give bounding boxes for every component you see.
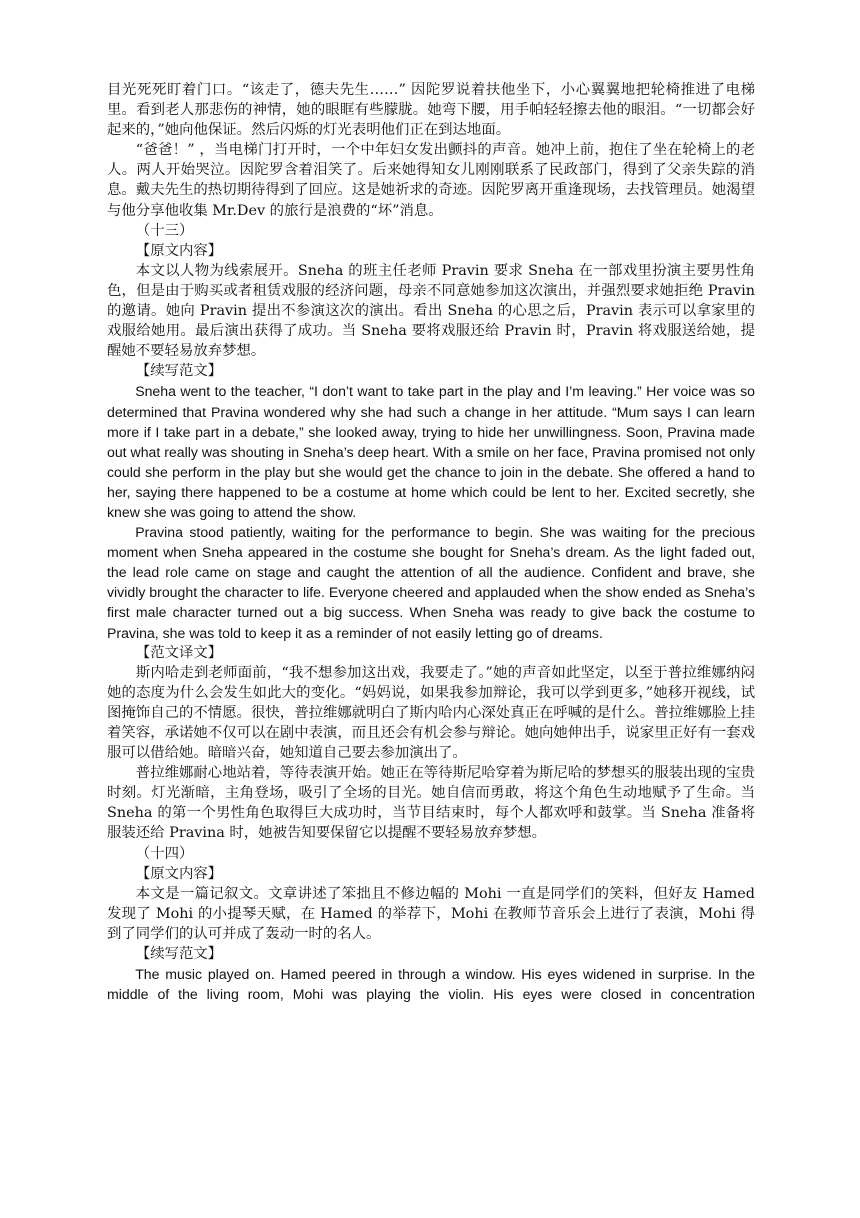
section-heading: 【原文内容】 <box>135 865 223 882</box>
translation-paragraph: 普拉维娜耐心地站着，等待表演开始。她正在等待斯尼哈穿着为斯尼哈的梦想买的服装出现的宝贵时刻。灯光渐暗，主角登场，吸引了全场的目光。她自信而勇敢，将这个角色生动地赋予了生命。当 Sneha 的第一个男性角色取得巨大成功时，当节目结束时，每个人都欢呼和鼓掌。当 Sneha 准备将服装还给 Pravina 时，她被告知要保留它以提醒不要轻易放弃梦想。 <box>107 765 755 842</box>
section-heading: 【续写范文】 <box>135 363 223 380</box>
english-paragraph: The music played on. Hamed peered in through a window. His eyes widened in surprise. In the middle of the living room, Mohi was playing the violin. His eyes were closed in concentration <box>107 966 755 1003</box>
section-heading: 【范文译文】 <box>135 644 223 661</box>
english-paragraph: Sneha went to the teacher, “I don’t want to take part in the play and I’m leaving.” Her voice was so determined that Pravina wondered why she had such a change in her attitude. “Mum says I can learn more if I take part in a debate,” she looked away, trying to hide her unwillingness. Soon, Pravina made out what really was shouting in Sneha’s deep heart. With a smile on her face, Pravina promised not only could she perform in the play but she would get the chance to join in the debate. She offered a hand to her, saying there happened to be a costume at home which could be lent to her. Excited secretly, she knew she was going to attend the show. <box>107 383 755 520</box>
summary-paragraph: 本文以人物为线索展开。Sneha 的班主任老师 Pravin 要求 Sneha 在一部戏里扮演主要男性角色，但是由于购买或者租赁戏服的经济问题，母亲不同意她参加这次演出，并强烈要求她拒绝 Pravin 的邀请。她向 Pravin 提出不参演这次的演出。看出 Sneha 的心思之后，Pravin 表示可以拿家里的戏服给她用。最后演出获得了成功。当 Sneha 要将戏服还给 Pravin 时，Pravin 将戏服送给她，提醒她不要轻易放弃梦想。 <box>107 262 755 360</box>
section-heading: 【原文内容】 <box>135 242 223 259</box>
section-heading: 【续写范文】 <box>135 946 223 963</box>
english-paragraph: Pravina stood patiently, waiting for the performance to begin. She was waiting for the precious moment when Sneha appeared in the costume she bought for Sneha’s dream. As the light faded out, the lead role came on stage and caught the attention of all the audience. Confident and brave, she vividly brought the character to life. Everyone cheered and applauded when the show ended as Sneha’s first male character turned out a big success. When Sneha was ready to give back the costume to Pravina, she was told to keep it as a reminder of not easily letting go of dreams. <box>107 524 755 641</box>
summary-paragraph: 本文是一篇记叙文。文章讲述了笨拙且不修边幅的 Mohi 一直是同学们的笑料，但好友 Hamed 发现了 Mohi 的小提琴天赋，在 Hamed 的举荐下，Mohi 在教师节音乐会上进行了表演，Mohi 得到了同学们的认可并成了轰动一时的名人。 <box>107 885 755 942</box>
translation-paragraph: 斯内哈走到老师面前，“我不想参加这出戏，我要走了。”她的声音如此坚定，以至于普拉维娜纳闷她的态度为什么会发生如此大的变化。“妈妈说，如果我参加辩论，我可以学到更多，”她移开视线，试图掩饰自己的不情愿。很快，普拉维娜就明白了斯内哈内心深处真正在呼喊的是什么。普拉维娜脸上挂着笑容，承诺她不仅可以在剧中表演，而且还会有机会参与辩论。她向她伸出手，说家里正好有一套戏服可以借给她。暗暗兴奋，她知道自己要去参加演出了。 <box>107 664 755 762</box>
story-paragraph: “爸爸！” ，当电梯门打开时，一个中年妇女发出颤抖的声音。她冲上前，抱住了坐在轮椅上的老人。两人开始哭泣。因陀罗含着泪笑了。后来她得知女儿刚刚联系了民政部门，得到了父亲失踪的消息。戴夫先生的热切期待得到了回应。这是她祈求的奇迹。因陀罗离开重逢现场，去找管理员。她渴望与他分享他收集 Mr.Dev 的旅行是浪费的“坏”消息。 <box>107 142 755 219</box>
story-paragraph: 目光死死盯着门口。“该走了，德夫先生……” 因陀罗说着扶他坐下，小心翼翼地把轮椅推进了电梯里。看到老人那悲伤的神情，她的眼眶有些朦胧。她弯下腰，用手帕轻轻擦去他的眼泪。“一切都会好起来的，”她向他保证。然后闪烁的灯光表明他们正在到达地面。 <box>107 82 755 139</box>
section-number: （十三） <box>135 222 194 239</box>
document-page <box>107 80 755 1004</box>
section-number: （十四） <box>135 845 194 862</box>
